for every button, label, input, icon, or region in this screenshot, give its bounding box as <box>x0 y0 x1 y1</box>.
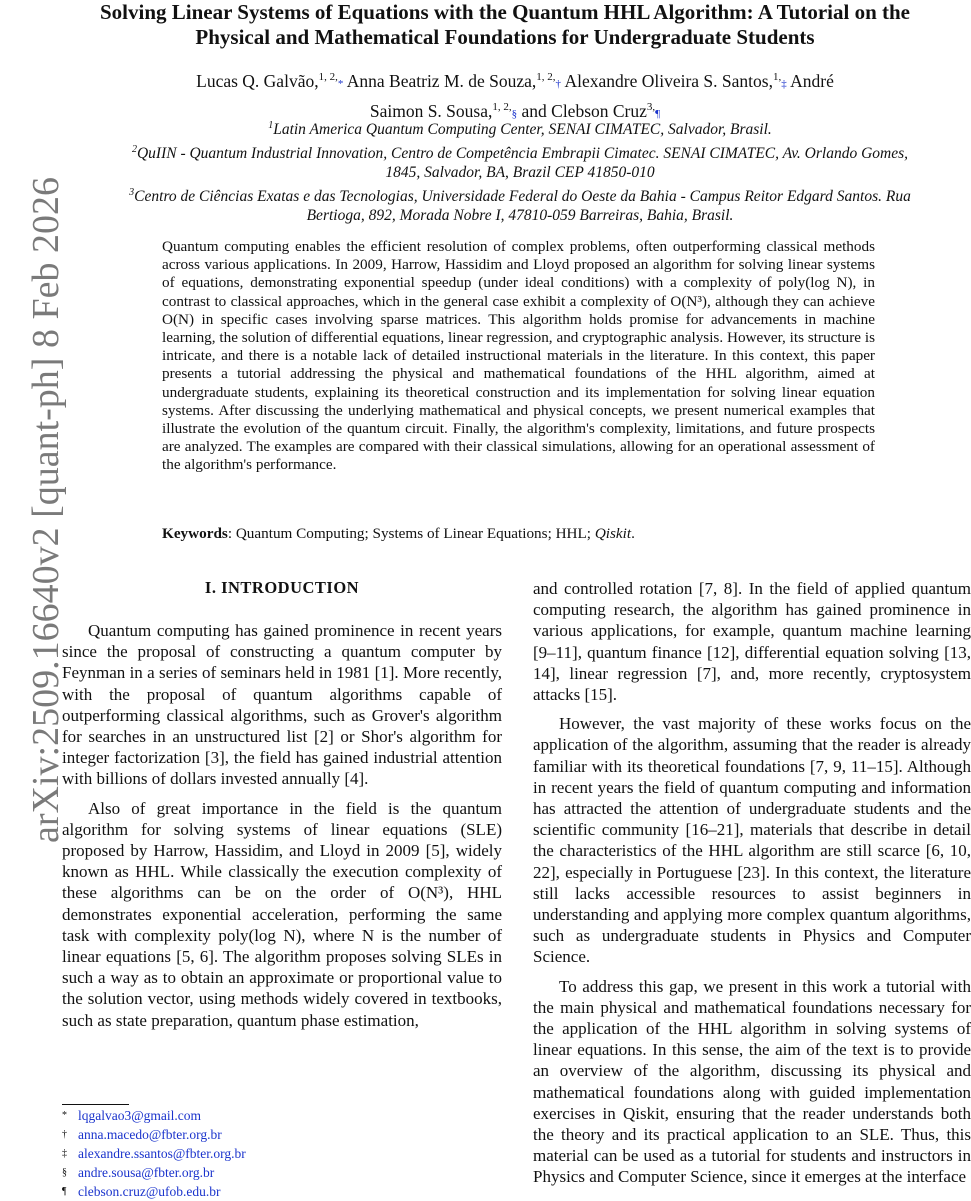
paragraph: To address this gap, we present in this work a tutorial with the main physical and mathematical foundations necessary for the application of the HHL algorithm in solving systems of linear equations. In this sense, the aim of the text is to provide an overview of the algorithm, discussing its physical and mathematical foundations along with guided implementation exercises in Qiskit, ensuring that the reader understands both the theory and its practical application to an SLE. Thus, this material can be used as a tutorial for students and instructors in Physics and Computer Science, since it emerges at the interface <box>533 976 971 1187</box>
footnote-rule <box>62 1104 129 1105</box>
affiliation-text: QuIIN - Quantum Industrial Innovation, Centro de Competência Embrapii Cimatec. SENAI CIMATEC, Av. Orlando Gomes, 1845, Salvador, BA, Brazil CEP 41850-010 <box>136 144 909 182</box>
keywords-text: : Quantum Computing; Systems of Linear Equations; HHL; <box>227 525 595 542</box>
keywords <box>162 525 875 543</box>
affiliation-sup: 3 <box>129 186 135 198</box>
footnote <box>62 1106 482 1125</box>
author-sup: 1, 2, <box>318 71 338 83</box>
footnote-email-link[interactable]: anna.macedo@fbter.org.br <box>78 1127 222 1142</box>
author-mark[interactable]: * <box>337 77 344 90</box>
affiliation-text: Centro de Ciências Exatas e das Tecnologias, Universidade Federal do Oeste da Bahia - Campus Reitor Edgard Santos. Rua Bertioga, 892, Morada Nobre I, 47810-059 Barreiras, Bahia, Brasil. <box>134 187 911 225</box>
arxiv-identifier: arXiv:2509.16640v2 [quant-ph] 8 Feb 2026 <box>25 177 67 843</box>
affiliation <box>120 183 920 226</box>
footnote <box>62 1182 482 1201</box>
keywords-label: Keywords <box>162 525 228 542</box>
author-name: Anna Beatriz M. de Souza, <box>346 70 537 91</box>
author-name: Lucas Q. Galvão, <box>196 70 319 91</box>
footnote-symbol: § <box>62 1167 67 1178</box>
paragraph: and controlled rotation [7, 8]. In the field of applied quantum computing research, the algorithm has gained prominence in various applications, for example, quantum machine learning [9–11], quantum finance [12], differential equation solving [13, 14], linear regression [7], and, more recently, cryptosystem attacks [15]. <box>533 579 971 705</box>
footnote-email-link[interactable]: clebson.cruz@ufob.edu.br <box>78 1184 221 1199</box>
author-sup: 1, 2, <box>492 100 512 113</box>
affiliation-sup: 2 <box>131 143 137 155</box>
paper-title: Solving Linear Systems of Equations with the Quantum HHL Algorithm: A Tutorial on the Physical and Mathematical Foundations for Undergraduate Students <box>99 0 910 49</box>
author-name: André Saimon S. Sousa, <box>369 70 834 121</box>
footnote-symbol: ¶ <box>62 1186 67 1197</box>
paragraph: Quantum computing has gained prominence in recent years since the proposal of constructing a quantum computer by Feynman in a series of seminars held in 1981 [1]. More recently, with the proposal of quantum algorithms capable of outperforming classical algorithms, such as Grover's algorithm for searches in an unstructured list [2] or Shor's algorithm for integer factorization [3], the field has gained industrial attention with billions of dollars invested annually [4]. <box>62 621 502 789</box>
footnote-email-link[interactable]: alexandre.ssantos@fbter.org.br <box>78 1146 246 1161</box>
abstract: Quantum computing enables the efficient resolution of complex problems, often outperforming classical methods across various applications. In 2009, Harrow, Hassidim and Lloyd proposed an algorithm for solving linear systems of equations, demonstrating exponential speedup (under ideal conditions) with a complexity of poly(log N), in contrast to classical approaches, which in the general case exhibit a complexity of O(N³), although they can achieve O(N) in specific cases involving sparse matrices. This algorithm holds promise for advancements in machine learning, the solution of differential equations, linear regression, and cryptographic analysis. However, its structure is intricate, and there is a notable lack of detailed instructional materials in the literature. In this context, this paper presents a tutorial addressing the physical and mathematical foundations of the HHL algorithm, aimed at undergraduate students, explaining its theoretical construction and its implementation for solving linear equation systems. After discussing the underlying mathematical and physical concepts, we present numerical examples that illustrate the evolution of the quantum circuit. Finally, the algorithm's complexity, limitations, and future prospects are analyzed. The examples are compared with their classical simulations, allowing for an operational assessment of the algorithm's performance. <box>162 238 875 474</box>
keywords-last: Qiskit <box>594 525 632 542</box>
footnote-email-link[interactable]: andre.sousa@fbter.org.br <box>78 1165 215 1180</box>
footnote-symbol: ‡ <box>62 1148 67 1159</box>
author-mark[interactable]: ¶ <box>655 107 661 120</box>
affiliation-text: Latin America Quantum Computing Center, SENAI CIMATEC, Salvador, Brasil. <box>273 121 772 139</box>
author-sup: 3, <box>646 100 656 113</box>
author-mark[interactable]: ‡ <box>781 77 787 90</box>
footnote-symbol: † <box>62 1129 67 1140</box>
affiliation-sup: 1 <box>268 120 274 131</box>
author-sup: 1, <box>772 71 782 83</box>
footnote-symbol: * <box>62 1110 67 1121</box>
left-column <box>62 620 502 1031</box>
paragraph: Also of great importance in the field is the quantum algorithm for solving systems of linear equations (SLE) proposed by Harrow, Hassidim, and Lloyd in 2009 [5], widely known as HHL. While classically the execution complexity of these algorithms can be on the order of O(N³), HHL demonstrates exponential acceleration, performing the same task with complexity poly(log N), where N is the number of linear equations [5, 6]. The algorithm proposes solving SLEs in such a way as to obtain an approximate or proportional value to the solution vector, using methods widely covered in textbooks, such as state preparation, quantum phase estimation, <box>62 798 502 1030</box>
section-heading: I. INTRODUCTION <box>204 578 360 597</box>
footnote <box>62 1144 482 1163</box>
footnotes <box>62 1106 482 1201</box>
footnote <box>62 1125 482 1144</box>
right-column <box>533 578 971 1188</box>
author-mark[interactable]: † <box>555 77 562 90</box>
author-mark[interactable]: § <box>511 107 518 120</box>
footnote-email-link[interactable]: lqgalvao3@gmail.com <box>78 1108 202 1123</box>
affiliations <box>120 116 920 226</box>
affiliation <box>120 116 920 140</box>
author-name: Alexandre Oliveira S. Santos, <box>564 70 773 91</box>
author-sup: 1, 2, <box>536 71 556 83</box>
affiliation <box>120 140 920 183</box>
footnote <box>62 1163 482 1182</box>
author-name: and Clebson Cruz <box>521 100 647 121</box>
keywords-end: . <box>631 525 635 542</box>
paragraph: However, the vast majority of these works focus on the application of the algorithm, assuming that the reader is already familiar with its theoretical foundations [7, 9, 11–15]. Although in recent years the field of quantum computing and information has attracted the attention of undergraduate students and the scientific community [16–21], materials that describe in detail the characteristics of the HHL algorithm are still scarce [6, 10, 22], especially in Portuguese [23]. In this context, the literature still lacks accessible resources to assist beginners in understanding and applying more complex quantum algorithms, such as undergraduate students in Physics and Computer Science. <box>533 714 971 967</box>
